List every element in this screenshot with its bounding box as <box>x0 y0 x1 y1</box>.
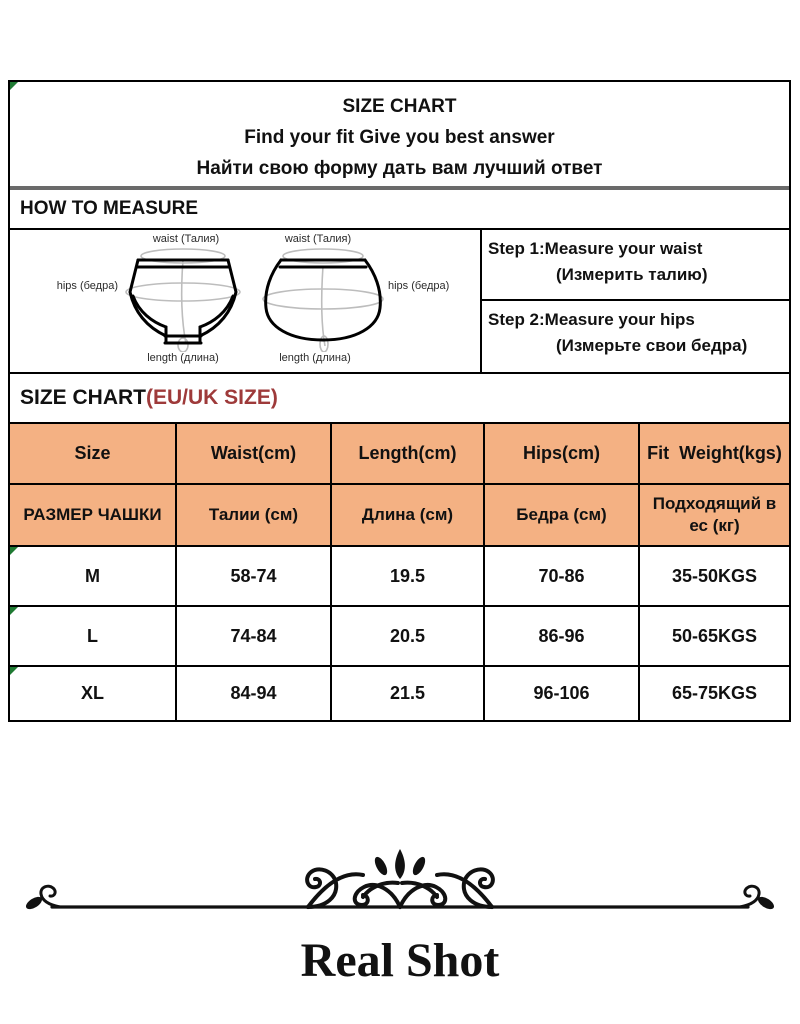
col-header-size-ru: РАЗМЕР ЧАШКИ <box>10 485 177 547</box>
col-header-hips: Hips(cm) <box>485 424 640 485</box>
size-chart-heading-main: SIZE CHART <box>20 386 146 409</box>
step-2-cell <box>482 301 789 372</box>
size-m-hips: 70-86 <box>485 547 640 607</box>
cell-error-marker-icon <box>10 607 18 615</box>
col-header-size: Size <box>10 424 177 485</box>
panty-back-diagram <box>248 246 398 352</box>
waist-label-front: waist (Талия) <box>152 233 220 245</box>
step-1-cell <box>482 230 789 301</box>
waist-label-back: waist (Талия) <box>284 233 352 245</box>
size-chart-heading <box>10 374 789 422</box>
step-1-text-en: Step 1:Measure your waist <box>488 239 703 258</box>
how-to-measure-heading: HOW TO MEASURE <box>10 190 789 230</box>
title-block <box>10 82 789 186</box>
measure-steps <box>480 230 789 372</box>
size-xl-length: 21.5 <box>332 667 485 720</box>
col-header-waist-ru: Талии (см) <box>177 485 332 547</box>
size-table <box>10 422 789 720</box>
col-header-weight-ru: Подходящий в ес (кг) <box>640 485 789 547</box>
col-header-weight: Fit Weight(kgs) <box>640 424 789 485</box>
title-subtitle-en: Find your fit Give you best answer <box>244 127 555 148</box>
col-header-hips-ru: Бедра (см) <box>485 485 640 547</box>
size-xl-waist: 84-94 <box>177 667 332 720</box>
size-m-label: M <box>10 547 177 607</box>
cell-error-marker-icon <box>10 667 18 675</box>
size-xl-hips: 96-106 <box>485 667 640 720</box>
measure-section <box>10 230 789 374</box>
size-xl-label: XL <box>10 667 177 720</box>
length-label-front: length (длина) <box>147 352 219 364</box>
step-2-text-en: Step 2:Measure your hips <box>488 310 695 329</box>
size-l-weight: 50-65KGS <box>640 607 789 667</box>
page-title: SIZE CHART <box>342 96 457 117</box>
measure-diagrams <box>10 230 480 372</box>
size-m-length: 19.5 <box>332 547 485 607</box>
length-label-back: length (длина) <box>279 352 351 364</box>
info-box <box>8 80 791 722</box>
size-m-waist: 58-74 <box>177 547 332 607</box>
step-1-text-ru: (Измерить талию) <box>556 265 708 284</box>
size-chart-heading-region: (EU/UK SIZE) <box>146 386 278 409</box>
size-m-weight: 35-50KGS <box>640 547 789 607</box>
title-subtitle-ru: Найти свою форму дать вам лучший ответ <box>196 158 603 179</box>
col-header-length-ru: Длина (см) <box>332 485 485 547</box>
size-xl-weight: 65-75KGS <box>640 667 789 720</box>
col-header-waist: Waist(cm) <box>177 424 332 485</box>
panty-front-diagram <box>108 246 258 352</box>
flourish-divider-icon <box>0 843 800 933</box>
cell-error-marker-icon <box>10 547 18 555</box>
real-shot-caption: Real Shot <box>300 934 500 987</box>
hips-label-back: hips (бедра) <box>388 280 450 292</box>
size-l-length: 20.5 <box>332 607 485 667</box>
step-2-text-ru: (Измерьте свои бедра) <box>556 336 748 355</box>
col-header-length: Length(cm) <box>332 424 485 485</box>
size-l-hips: 86-96 <box>485 607 640 667</box>
hips-label-front: hips (бедра) <box>56 280 118 292</box>
size-l-waist: 74-84 <box>177 607 332 667</box>
size-l-label: L <box>10 607 177 667</box>
